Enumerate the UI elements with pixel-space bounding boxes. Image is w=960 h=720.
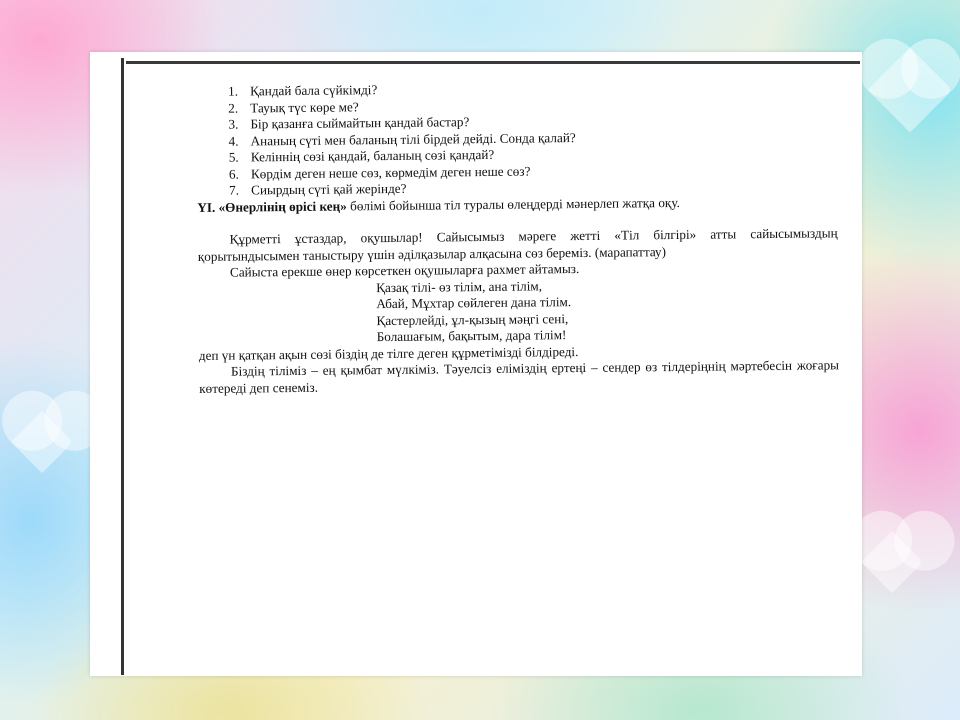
final-paragraph: Біздің тіліміз – ең қымбат мүлкіміз. Тәуелсіз еліміздің ертеңі – сендер өз тілдеріңнің мәртебесін жоғары көтереді деп сенеміз.	[199, 357, 840, 396]
section-text: бөлімі бойынша тіл туралы өлеңдерді мәнерлеп жатқа оқу.	[346, 194, 680, 213]
scan-border-left	[121, 58, 124, 675]
question-text: Қандай бала сүйкімді?	[249, 82, 378, 99]
background-heart	[11, 411, 73, 473]
question-text: Көрдім деген неше сөз, көрмедім деген неше сөз?	[250, 163, 531, 181]
question-number: 1.	[227, 83, 239, 99]
question-text: Келіннің сөзі қандай, баланың сөзі қандай?	[250, 146, 495, 165]
scan-border-top	[126, 61, 860, 64]
poem-line: Қастерлейді, ұл-қызың мәңгі сені,	[376, 310, 569, 328]
poem	[198, 275, 839, 348]
question-text: Тауық түс көре ме?	[250, 98, 359, 115]
question-text: Сиырдың сүті қай жерінде?	[251, 180, 407, 198]
question-number: 4.	[228, 133, 239, 149]
question-number: 7.	[229, 182, 240, 198]
address-paragraph: Құрметті ұстаздар, оқушылар! Сайысымыз мәреге жетті «Тіл білгірі» атты сайысымыздың қорытындысымен таныстыру үшін әділқазылар алқасына сөз береміз. (марапаттау)	[197, 225, 838, 264]
question-number: 2.	[228, 100, 239, 116]
question-number: 6.	[228, 166, 239, 182]
question-number: 3.	[228, 116, 239, 132]
question-text: Ананың сүті мен баланың тілі бірдей дейді. Сонда қалай?	[250, 129, 576, 148]
thanks-paragraph: Сайыста ерекше өнер көрсеткен оқушыларға рахмет айтамыз.	[229, 260, 580, 280]
poem-line: Абай, Мұхтар сөйлеген дана тілім.	[376, 294, 572, 312]
question-text: Бір қазанға сыймайтын қандай бастар?	[250, 114, 470, 132]
section-title: ҮІ. «Өнерлінің өрісі кең»	[197, 197, 347, 215]
poem-line: Болашағым, бақытым, дара тілім!	[376, 327, 567, 345]
background-heart	[868, 48, 953, 133]
document-text	[196, 77, 839, 397]
background-heart	[861, 531, 923, 593]
question-list	[228, 77, 837, 199]
poem-note: деп үн қатқан ақын сөзі біздің де тілге деген құрметімізді білдіреді.	[198, 343, 579, 363]
poem-line: Қазақ тілі- өз тілім, ана тілім,	[376, 277, 543, 295]
question-number: 5.	[228, 149, 239, 165]
